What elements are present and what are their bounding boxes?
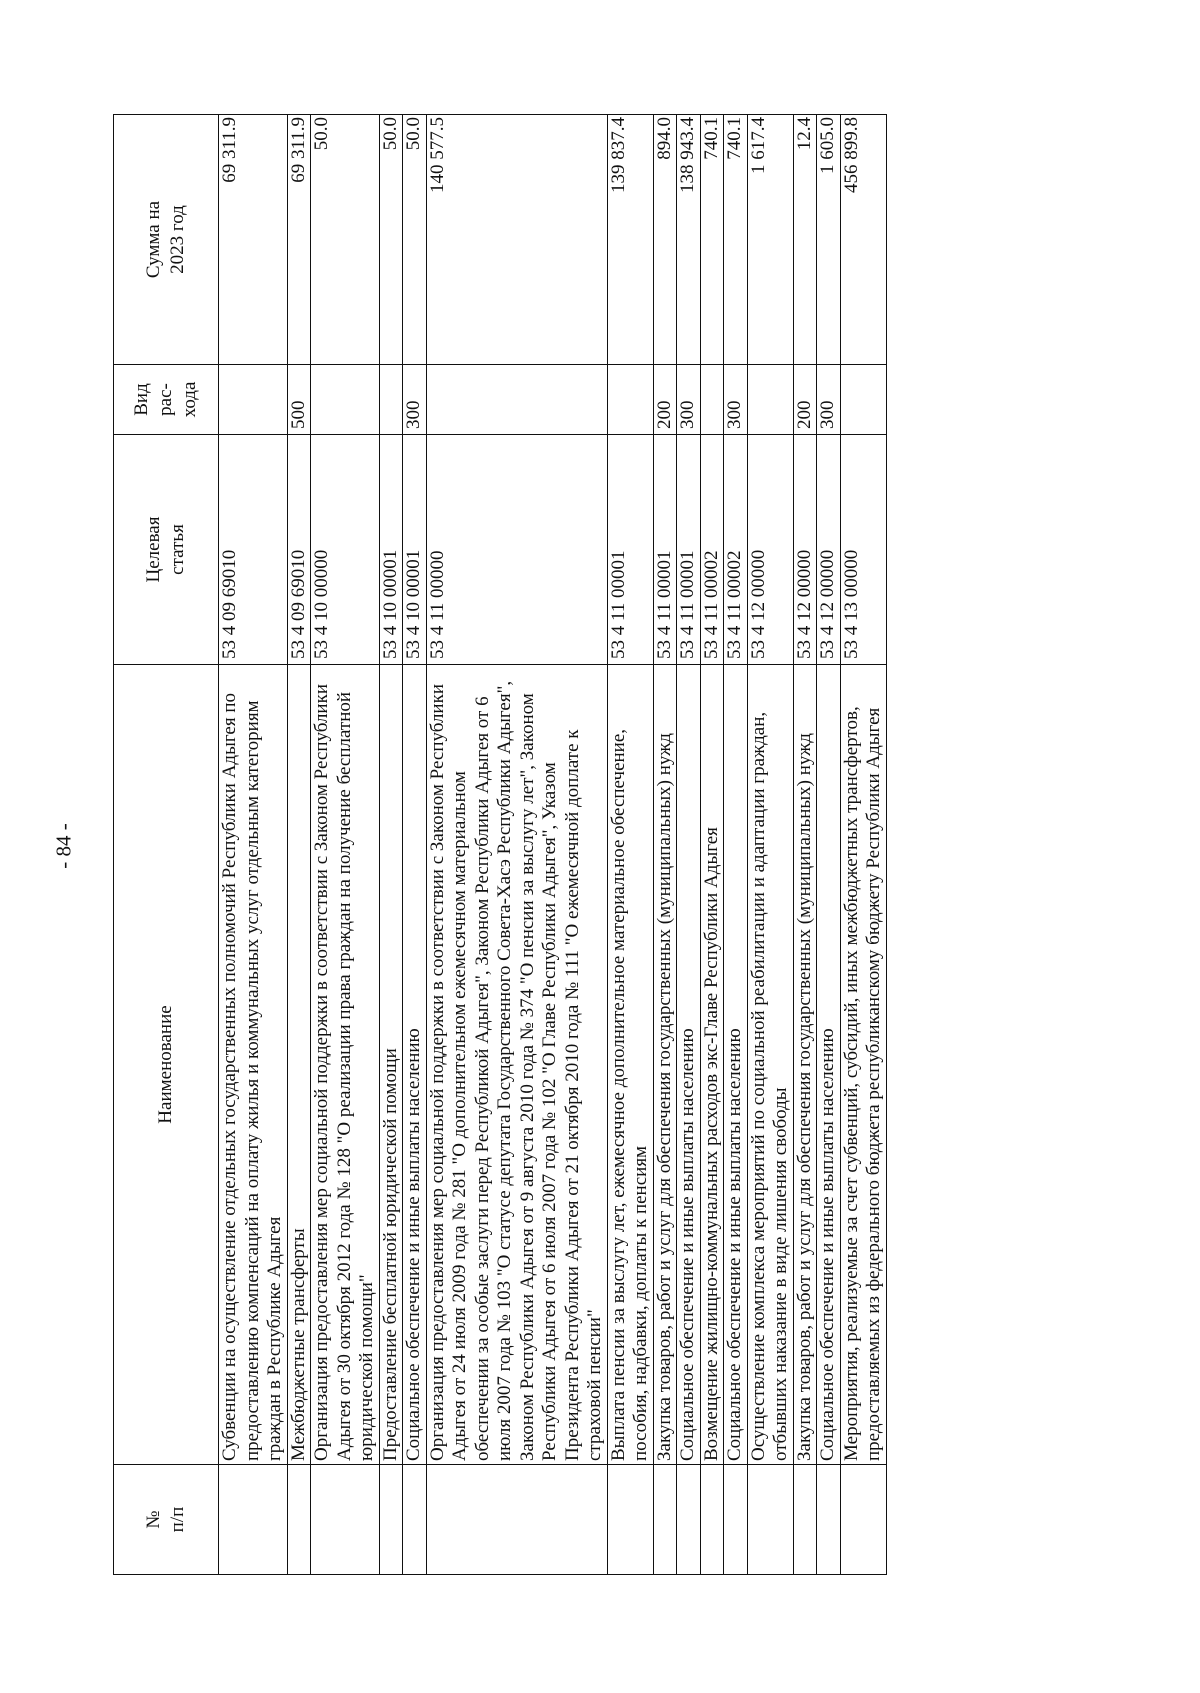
cell-sum: 50.0 <box>311 115 380 365</box>
cell-code: 53 4 11 00000 <box>426 435 607 665</box>
cell-type <box>607 365 653 435</box>
table-row <box>403 115 427 1575</box>
table-row <box>700 115 724 1575</box>
table-row <box>219 115 288 1575</box>
header-name-label: Наименование <box>155 1005 176 1124</box>
cell-sum: 50.0 <box>403 115 427 365</box>
cell-type <box>311 365 380 435</box>
table-row <box>817 115 841 1575</box>
cell-name: Выплата пенсии за выслугу лет, ежемесячное дополнительное материальное обеспечение, пособия, надбавки, доплаты к пенсиям <box>607 665 653 1465</box>
cell-type: 300 <box>677 365 701 435</box>
cell-sum: 740.1 <box>724 115 748 365</box>
cell-type <box>700 365 724 435</box>
cell-type: 300 <box>817 365 841 435</box>
cell-name: Субвенции на осуществление отдельных государственных полномочий Республики Адыгея по предоставлению компенсаций на оплату жилья и коммунальных услуг отдельным категориям граждан в Республике Адыгея <box>219 665 288 1465</box>
cell-type: 200 <box>793 365 817 435</box>
header-type-label: Вид рас- хода <box>131 381 200 418</box>
cell-sum: 12.4 <box>793 115 817 365</box>
cell-num <box>403 1465 427 1575</box>
cell-name: Социальное обеспечение и иные выплаты населению <box>724 665 748 1465</box>
cell-code: 53 4 12 00000 <box>817 435 841 665</box>
table-row <box>747 115 793 1575</box>
cell-type <box>426 365 607 435</box>
header-num <box>114 1465 219 1575</box>
cell-type: 300 <box>724 365 748 435</box>
cell-code: 53 4 11 00001 <box>653 435 677 665</box>
table-header-row <box>114 115 219 1575</box>
cell-type <box>379 365 403 435</box>
header-sum <box>114 115 219 365</box>
cell-type: 500 <box>287 365 311 435</box>
page-number: - 84 - <box>51 823 76 869</box>
cell-sum: 69 311.9 <box>287 115 311 365</box>
cell-name: Мероприятия, реализуемые за счет субвенций, субсидий, иных межбюджетных трансфертов, предоставляемых из федерального бюджета республиканскому бюджету Республики Адыгея <box>840 665 886 1465</box>
cell-code: 53 4 10 00000 <box>311 435 380 665</box>
cell-code: 53 4 10 00001 <box>403 435 427 665</box>
cell-name: Закупка товаров, работ и услуг для обеспечения государственных (муниципальных) нужд <box>653 665 677 1465</box>
cell-code: 53 4 13 00000 <box>840 435 886 665</box>
budget-table <box>113 114 887 1575</box>
cell-type: 200 <box>653 365 677 435</box>
cell-sum: 1 605.0 <box>817 115 841 365</box>
header-name <box>114 665 219 1465</box>
cell-name: Организация предоставления мер социальной поддержки в соответствии с Законом Республики Адыгея от 24 июля 2009 года № 281 "О дополнительном ежемесячном материальном обеспечении за особые заслуги перед Республикой Адыгея", Законом Республики Адыгея от 6 июля 2007 года № 103 "О статусе депутата Государственного Совета-Хасэ Республики Адыгея", Законом Республики Адыгея от 9 августа 2010 года № 374 "О пенсии за выслугу лет", Законом Республики Адыгея от 6 июля 2007 года № 102 "О Главе Республики Адыгея", Указом Президента Республики Адыгея от 21 октября 2010 года № 111 "О ежемесячной доплате к страховой пенсии" <box>426 665 607 1465</box>
cell-sum: 50.0 <box>379 115 403 365</box>
table-row <box>607 115 653 1575</box>
cell-type <box>219 365 288 435</box>
cell-num <box>287 1465 311 1575</box>
cell-num <box>311 1465 380 1575</box>
cell-code: 53 4 11 00002 <box>700 435 724 665</box>
cell-sum: 1 617.4 <box>747 115 793 365</box>
cell-code: 53 4 09 69010 <box>287 435 311 665</box>
cell-num <box>379 1465 403 1575</box>
cell-name: Социальное обеспечение и иные выплаты населению <box>817 665 841 1465</box>
cell-type: 300 <box>403 365 427 435</box>
table-row <box>677 115 701 1575</box>
cell-num <box>677 1465 701 1575</box>
cell-code: 53 4 10 00001 <box>379 435 403 665</box>
cell-sum: 140 577.5 <box>426 115 607 365</box>
cell-num <box>793 1465 817 1575</box>
cell-sum: 456 899.8 <box>840 115 886 365</box>
cell-num <box>724 1465 748 1575</box>
cell-num <box>747 1465 793 1575</box>
table-row <box>426 115 607 1575</box>
cell-num <box>426 1465 607 1575</box>
table-row <box>840 115 886 1575</box>
cell-sum: 69 311.9 <box>219 115 288 365</box>
cell-name: Социальное обеспечение и иные выплаты населению <box>403 665 427 1465</box>
cell-name: Межбюджетные трансферты <box>287 665 311 1465</box>
cell-sum: 894.0 <box>653 115 677 365</box>
header-code <box>114 435 219 665</box>
cell-type <box>747 365 793 435</box>
table-row <box>287 115 311 1575</box>
cell-sum: 139 837.4 <box>607 115 653 365</box>
cell-code: 53 4 12 00000 <box>793 435 817 665</box>
cell-num <box>653 1465 677 1575</box>
cell-code: 53 4 11 00002 <box>724 435 748 665</box>
cell-num <box>607 1465 653 1575</box>
table-row <box>793 115 817 1575</box>
cell-name: Возмещение жилищно-коммунальных расходов экс-Главе Республики Адыгея <box>700 665 724 1465</box>
header-code-label: Целевая статья <box>143 516 188 583</box>
cell-code: 53 4 12 00000 <box>747 435 793 665</box>
table-row <box>653 115 677 1575</box>
cell-code: 53 4 11 00001 <box>607 435 653 665</box>
cell-name: Закупка товаров, работ и услуг для обеспечения государственных (муниципальных) нужд <box>793 665 817 1465</box>
cell-name: Предоставление бесплатной юридической помощи <box>379 665 403 1465</box>
cell-name: Осуществление комплекса мероприятий по социальной реабилитации и адаптации граждан, отбывших наказание в виде лишения свободы <box>747 665 793 1465</box>
cell-sum: 138 943.4 <box>677 115 701 365</box>
header-sum-label: Сумма на 2023 год <box>143 200 188 279</box>
cell-code: 53 4 09 69010 <box>219 435 288 665</box>
cell-name: Социальное обеспечение и иные выплаты населению <box>677 665 701 1465</box>
cell-num <box>219 1465 288 1575</box>
cell-sum: 740.1 <box>700 115 724 365</box>
cell-code: 53 4 11 00001 <box>677 435 701 665</box>
cell-num <box>840 1465 886 1575</box>
cell-type <box>840 365 886 435</box>
table-row <box>311 115 380 1575</box>
cell-num <box>700 1465 724 1575</box>
table-row <box>379 115 403 1575</box>
cell-num <box>817 1465 841 1575</box>
header-type <box>114 365 219 435</box>
header-num-label: № п/п <box>143 1506 188 1533</box>
table-row <box>724 115 748 1575</box>
cell-name: Организация предоставления мер социальной поддержки в соответствии с Законом Республики Адыгея от 30 октября 2012 года № 128 "О реализации права граждан на получение бесплатной юридической помощи" <box>311 665 380 1465</box>
rotated-table-wrapper <box>113 115 1103 1575</box>
